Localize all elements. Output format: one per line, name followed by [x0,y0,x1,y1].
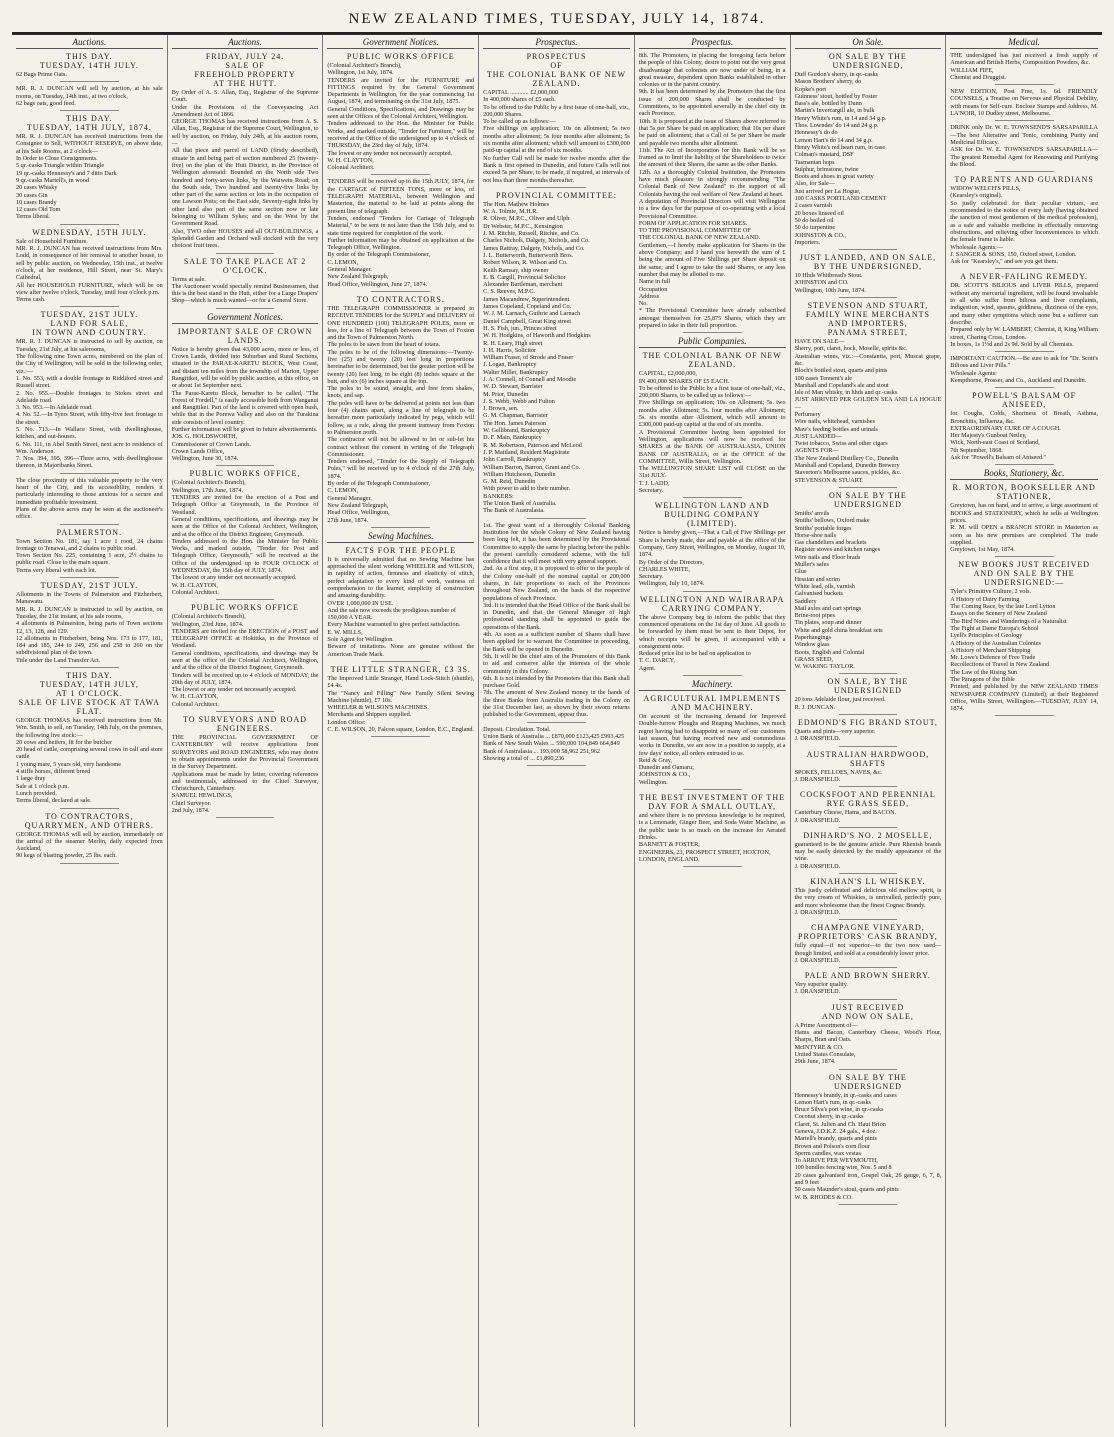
section-heading: Books, Stationery, &c. [950,468,1098,480]
advert-body: WIDOW WELCH'S PILLS, (Kearsley's original). So justly celebrated for their peculiar virtues, are recommended to the notice of every lady (having obtained the sanction of most gentlemen of the medical profession), as a safe and valuable medicine in effectually removing obstructions, and relieving other inconveniences to which the female frame is liable. Wholesale Agents:— J. SANGER & SONS, 150, Oxford street, London. Ask for "Kearsley's," and see you get them. [950,185,1098,266]
advert-divider [995,351,1054,352]
column-2 [168,35,324,1427]
advert-body: The Improved Little Stranger, Hand Lock-Stitch (shuttle), £4 4s. The "Nancy and Filling" New Family Silent Sewing Machine (shuttle), £7 10s. WHEELER & WILSON'S MACHINES. Merchants and Shippers supplied. London Office: C. E. WILSON, 20, Falcon square, London, E.C., England. [327,674,475,734]
advert-body: It is universally admitted that no Sewing Machine has approached the silent working WHEELER and WILSON, in rapidity of action, firmness and elasticity of stitch, perfect adaptation to every kind of work, vastness of comprehension to the learner, simplicity of construction and amazing durability. OVER 1,000,000 IN USE. And the sale now exceeds the prodigious number of 150,000 A YEAR. Every Machine warranted to give perfect satisfaction. E. W. MILLS, Sole Agent for Wellington. Beware of imitations. None are genuine without the American Trade Mark. [327,555,475,658]
advert-heading: JUST RECEIVED AND NOW ON SALE, [821,1002,914,1021]
advert-divider [839,487,898,488]
advert-heading: THE LITTLE STRANGER, £3 3S. [330,664,471,674]
advert-heading: TO SURVEYORS AND ROAD ENGINEERS. [183,715,308,734]
advert-divider [839,786,898,787]
advert-body: CAPITAL ............ £2,000,000 In 400,000 shares of £5 each. To be offered to the Public by a first issue of one-half, viz., 200,000 Shares. To be called up as follows:— Five shillings on application; 10s on allotment; 5s two months after allotment; 5s four months after allotment; 5s six months after allotment; which will amount to £300,000 paid-up capital at the end of six months. No further Call will be made for twelve months after the Bank is first opened in Dunedin, and future Calls will not exceed 5s per Share, to be made, if required, at intervals of not less than three months thereafter. [483,89,630,184]
advert-heading: PALMERSTON. [56,527,123,537]
advert-heading: JUST LANDED, AND ON SALE, BY THE UNDERSIGNED, [799,253,937,272]
advert-divider [60,524,119,525]
advert-divider [839,873,898,874]
advert-heading: ON SALE, BY THE UNDERSIGNED [827,677,909,696]
advert-body: 62 Bags Prime Oats. [16,71,67,78]
advert-divider [683,675,742,676]
advert-divider [60,577,119,578]
advert-heading: A NEVER-FAILING REMEDY. [960,272,1089,282]
advert-divider [216,308,275,309]
column-heading: Auctions. [172,37,319,49]
advert-divider [839,673,898,674]
section-heading: Machinery. [639,679,786,691]
advert-divider [683,591,742,592]
advert-divider [839,746,898,747]
advert-body: (Colonial Architect's Branch), Wellington, 1st July, 1874. TENDERS are invited for the FURNITURE and FITTINGS required by the General Government Departments in Wellington, for the year commencing 1st August, 1874, and terminating on the 31st July, 1875. General Conditions, Specifications, and Drawings may be seen at the Offices of the Colonial Architect, Wellington. Tenders addressed to the Hon. the Minister for Public Works, and marked outside, "Tender for Furniture," will be received at the Office of the undersigned up to 4 o'clock of THURSDAY, the 23rd day of July, 1874. The lowest or any tender not necessarily accepted. W. H. CLAYTON, Colonial Architect. [327,62,475,172]
advert-body: Very superior quality. J. DRANSFIELD. [794,981,848,996]
advert-heading: AUSTRALIAN HARDWOOD, SHAFTS [806,749,930,768]
advert-body: CAPITAL, £2,000,000, IN 400,000 SHARES OF £5 EACH. To be offered to the Public by a first issue of one-half, viz., 200,000 Shares, to be called up as follows:— Five Shillings on application; 10s. on Allotment; 5s. two months after Allotment; 5s. four months after Allotment; 5s. six months after Allotment, which will amount to £300,000 paid-up capital at the end of six months. A Provisional Committee having been appointed for Wellington, applications will now be received for SHARES at the BANK OF AUSTRALASIA, UNION BANK OF AUSTRALIA, or at the OFFICE of the COMMITTEE, Willis Street, Wellington. The WELLINGTON SHARE LIST will CLOSE on the 31st JULY. T. J. LADD, Secretary. [638,370,786,495]
advert-heading: PALE AND BROWN SHERRY. [804,971,931,981]
advert-heading: STEVENSON AND STUART, FAMILY WINE MERCHANTS AND IMPORTERS, PANAMA STREET, [805,301,930,338]
advert-divider [995,715,1054,716]
advert-divider [60,667,119,668]
advert-heading: WELLINGTON AND WAIRARAPA CARRYING COMPANY. [640,594,785,613]
advert-divider [527,765,586,766]
advert-divider [995,120,1054,121]
advert-heading: EDMOND'S FIG BRAND STOUT, [797,718,938,728]
advert-heading: ON SALE BY THE UNDERSIGNED [829,490,907,509]
advert-divider [683,332,742,333]
advert-divider [839,1069,898,1070]
advert-divider [371,736,430,737]
advert-heading: WELLINGTON LAND AND BUILDING COMPANY (LIMITED). [654,501,770,529]
advert-divider [683,497,742,498]
advert-divider [995,84,1054,85]
advert-divider [216,599,275,600]
advert-divider [216,711,275,712]
advert-body: The Hon. Mathew Holmes W. A. Tolmie, M.H.R. R. Oliver, M.P.C., Oliver and Ulph Dr Webster, M.P.C., Kensington J. M. Ritchie, Russell, Ritchie, and Co. Charles Nichols, Dalgety, Nichols, and Co. James Rattray, Dalgety, Nichols, and Co. J. L. Butterworth, Butterworth Bros. Robert Wilson, R. Wilson and Co. Keith Ramsay, ship owner E. B. Cargill, Provincial Solicitor Alexander Bartleman, merchant C. S. Reeves, M.P.C. James Macandrew, Superintendent James Copeland, Copeland and Co. W. J. M. Larnach, Guthrie and Larnach Daniel Campbell, Great King street H. S. Fish, jun., Princes street W. H. Hodgkins, of Haworth and Hodgkins R. H. Leary, High street J. H. Harris, Solicitor William Fraser, of Strode and Fraser J. Logan, Bankruptcy Walter Miller, Bankruptcy J. A. Connell, of Connell and Moodie W. D. Stewart, Barrister M. Prior, Dunedin J. S. Webb, Webb and Fulton J. Brown, sen. G. M. Chapman, Barrister The Hon. James Paterson W. Gellibrand, Bankruptcy D. F. Main, Bankruptcy R. M. Robertson, Paterson and McLeod J. P. Maitland, Resident Magistrate John Carroll, Bankruptcy William Barron, Barron, Grant and Co. William Hutcheson, Dunedin G. M. Reid, Dunedin With power to add to their number. BANKERS: The Union Bank of Australia. The Bank of Australasia. [483,200,591,515]
advert-body: THE TELEGRAPH COMMISSIONER is prepared to RECEIVE TENDERS for the SUPPLY and DELIVERY of ONE HUNDRED (100) TELEGRAPH POLES, more or less, for a line of Telegraph between the Town of Foxton and the Town of Palmerston North. The poles to be sawn from the heart of totara. The poles to be of the following dimensions:—Twenty-five (25) and twenty (20) feet long in proportions hereinafter to be determined, but the greater portion will be twenty (20) feet long, to be eight (8) inches square at the butt, and six (6) inches square at the top. The poles to be sound, straight, and free from shakes, knots, and sap. The poles will have to be delivered at points not less than four (4) chains apart, along a line of telegraph to be hereafter more particularly indicated by pegs, which will follow, as a rule, along the present tramway from Foxton to Palmerston north. The contractor will not be allowed to let or sub-let his contract without the consent in writing of the Telegraph Commissioner. Tenders endorsed, "Tender for the Supply of Telegraph Poles," will be received up to 4 o'clock of the 27th July, 1874. By order of the Telegraph Commissioner, C. LEMON, General Manager. New Zealand Telegraph, Head Office, Wellington, 27th June, 1874. [327,304,475,524]
advert-heading: KINAHAN'S LL WHISKEY. [810,877,926,887]
advert-body: THE undersigned has just received a fresh supply of American and British Herbs, Composition Powders, &c. WILLIAM FIFE, Chemist and Druggist. [950,52,1098,81]
advert-heading: PROVINCIAL COMMITTEE: [496,190,617,200]
column-heading: Medical. [950,37,1098,49]
advert-divider [683,866,742,867]
advert-heading: THIS DAY. TUESDAY, 14TH JULY. [39,52,139,70]
advert-heading: THIS DAY. TUESDAY, 14TH JULY, 1874. [26,114,152,133]
advert-heading: SALE TO TAKE PLACE AT 2 O'CLOCK. [183,256,307,275]
advert-divider [216,465,275,466]
advert-heading: POWELL'S BALSAM OF ANISEED, [972,391,1077,410]
advert-body: Town Section No. 181, say 1 acre 1 rood, 24 chains frontage to Tenawai, and 2 chains to public road. Town Section No. 225, containing 1 acre, 2½ chains to public road. Close to the main square. Terms very liberal with each lot. [16,537,163,574]
advert-body: GEORGE THOMAS will sell by auction, immediately on the arrival of the steamer Merlin, daily expected from Auckland, 90 kegs of blasting powder, 25 lbs. each. [16,830,163,860]
section-heading: Sewing Machines. [327,531,474,543]
section-heading: Public Companies. [639,336,786,348]
advert-body: for Coughs, Colds, Shortness of Breath, Asthma, Bronchitis, Influenza, &c. EXTRAORDINARY CURE OF A COUGH. Her Majesty's Gunboat Netley, Wick, North-east Coast of Scotland, 7th September, 1868. Ask for "Powell's Balsam of Aniseed." [950,410,1098,462]
advert-divider [839,714,898,715]
advert-body: fully equal—if not superior—to the two now used—though limited, and sold at a considerably lower price. J. DRANSFIELD. [794,942,942,964]
advert-body: DRINK only Dr. W. E. TOWNSEND'S SARSAPARILLA—The best Alterative and Tonic, combining Purity and Medicinal Efficacy. ASK for Dr. W. E. TOWNSEND'S SARSAPARILLA—The greatest Remedial Agent for Renovating and Purifying the Blood. [950,124,1098,168]
advert-heading: THE BEST INVESTMENT OF THE DAY FOR A SMALL OUTLAY, [639,793,785,812]
column-heading: Auctions. [16,37,163,49]
advert-divider [995,556,1054,557]
advert-body: This justly celebrated and delicious old mellow spirit, is the very cream of Whiskies, is unrivalled, perfectly pure, and more wholesome than the finest Cognac Brandy. J. DRANSFIELD. [794,887,942,916]
column-4 [479,35,635,1427]
advert-heading: COCKSFOOT AND PERENNIAL RYE GRASS SEED, [800,790,936,809]
advert-divider [60,863,119,864]
advert-body: Terms at sale. The Auctioneer would specially remind Businessmen, that this is the best stand in the Hutt, either for a Large Drapers' Shop—which is much wanted—or for a General Store. [171,275,319,305]
advert-heading: ON SALE BY THE UNDERSIGNED [829,1072,907,1091]
advert-body: IMPORTANT CAUTION.—Be sure to ask for "Dr. Scott's Bilious and Liver Pills." Wholesale Agents: Kempthorne, Prosser, and Co., Auckland and Dunedin. [950,355,1098,384]
advert-divider [839,1204,898,1205]
advert-body: Notice is hereby given,—That a Call of Five Shillings per Share is hereby made, due and payable at the office of the Company, Grey Street, Wellington, on Monday, August 10, 1874. By Order of the Directors, CHARLES WHITE, Secretary. Wellington, July 10, 1874. [638,529,786,588]
advert-body: Tyler's Primitive Culture, 2 vols. A History of Dairy Farming The Coming Race, by the late Lord Lytton Essays on the Scenery of New Zealand The Bird Notes and Wanderings of a Naturalist The Fight at Dame Europa's School Lyell's Principles of Geology A History of the Australian Colonies A History of Merchant Shipping Mr. Lowe's Defence of Free Trade Recollections of Travel in New Zealand The Law of the Rising Sun The Paragons of the Bible Printed, and published by the NEW ZEALAND TIMES NEWSPAPER COMPANY (Limited), at their Registered Office, Willis Street, Wellington.—TUESDAY, JULY 14, 1874. [950,588,1098,713]
advert-divider [371,291,430,292]
advert-heading: TUESDAY, 21ST JULY. LAND FOR SALE, IN TOWN AND COUNTRY. [32,310,147,338]
advert-divider [995,268,1054,269]
advert-divider [60,110,119,111]
column-1 [12,35,168,1427]
advert-heading: AGRICULTURAL IMPLEMENTS AND MACHINERY. [643,694,781,713]
advert-divider [839,297,898,298]
advert-heading: TO CONTRACTORS, QUARRYMEN, AND OTHERS. [24,811,154,830]
advert-body: SPOKES, FELLOES, NAVES, &c. J. DRANSFIELD. [794,768,883,783]
advert-body: THE PROVINCIAL GOVERNMENT OF CANTERBURY will receive applications from SURVEYORS and ROAD ENGINEERS, who may desire to obtain appointments under the Provincial Government in the Survey Department. Applications must be made by letter, covering references and testimonials, addressed to the Chief Surveyor, Christchurch, Canterbury. SAMUEL HEWLINGS, Chief Surveyor. 2nd July, 1874. [171,734,319,815]
column-heading: On Sale. [795,37,942,49]
column-5 [635,35,791,1427]
advert-divider [527,518,586,519]
advert-body: guaranteed to be the genuine article. Pure Rhenish brands may be easily detected by the muddy appearance of the wine. J. DRANSFIELD. [794,840,942,870]
advert-heading: PUBLIC WORKS OFFICE, [189,469,301,479]
section-heading: Government Notices. [172,312,319,324]
advert-heading: THIS DAY. TUESDAY, 14TH JULY, AT 1 O'CLOCK. SALE OF LIVE STOCK AT TAWA FLAT. [18,671,161,716]
advert-divider [60,473,119,474]
advert-body: Allotments in the Towns of Palmerston and Fitzherbert, Manawatu. MR. R. J. DUNCAN is instructed to sell by auction, on Tuesday, the 21st instant, at his sale rooms, 4 allotments in Palmerston, being parts of Town sections 12, 13, 128, and 129. 12 allotments in Fitzherbert, being Nos. 173 to 177, 181, 184 and 185, 244 to 249, 256 and 258 to 260 on the subdivisional plan of the town. Title under the Land Transfer Act. [16,591,163,664]
advert-body: Deposit. Circulation. Total. Union Bank of Australia ... £870,000 £123,425 £993,425 Bank of New South Wales ... 590,000 104,849 664,849 Bank of Australasia ... 193,000 58,962 251,962 Showing a total of ... £1,890,236 [483,725,625,762]
advert-body: By Order of A. S. Allan, Esq., Registrar of the Supreme Court. Under the Provisions of the Conveyancing Act Amendment Act of 1866. GEORGE THOMAS has received instructions from A. S. Allan, Esq., Registrar of the Supreme Court, Wellington, to sell by auction, on Friday, July 24th, at his auction room,— All that piece and parcel of LAND (firstly described), situate in and being part of section numbered 25 (twenty-five) on the plan of the Hutt District, in the Province of Wellington aforesaid: Bounded on the North side Two hundred and forty-seven links, by the Waiwetu Road; on the South side, Two hundred and twenty-five links by other part of the same section or lots in the occupation of one Lawson Potts; on the East side, Seventy-eight links by other land also part of the same section now or late belonging to William Sykes; and on the West by the Government Road. Also, TWO other HOUSES and all OUT-BUILDINGS, a Splendid Garden and Orchard well stocked with the very choicest fruit trees. [171,89,319,250]
advert-divider [60,81,119,82]
advert-body: and where there is no previous knowledge to be required, is a Lemonade, Ginger Beer, and Soda Water Machine, as the public taste is so much on the increase for Aerated Drinks. BARNETT & FOSTER, ENGINEERS, 23, PROSPECT STREET, HOXTON, LONDON, ENGLAND. [638,812,786,863]
advert-heading: PROSPECTUS OF THE COLONIAL BANK OF NEW ZEALAND. [486,52,627,88]
advert-body: Hennessy's brandy, in qr.-casks and cases Lemon Hart's rum, in qr.-casks Bruce Silva's port wine, in qr.-casks Coconut sherry, in qr.-casks Claret, St. Julien and Ch. Haut Brion Geneva, J.D.K.Z. 24 gals., 4 doz. Martell's brandy, quarts and pints Brown and Polson's corn flour Sperm candles, wax vestas To ARRIVE PER WEYMOUTH, 100 bundles fencing wire, Nos. 5 and 8 20 cases galvanised iron, Gospel Oak, 26 gauge, 6, 7, 8, and 9 feet 50 cases Maunder's stout, quarts and pints W. B. RHODES & CO. [794,1091,942,1201]
advert-divider [683,789,742,790]
advert-body: Notice is hereby given that 43,000 acres, more or less, of Crown Lands, divided into Suburban and Rural Sections, situated in the PARAE-KARETU BLOCK, West Coast, and distant ten miles from the township of Marton, Upper Rangitikei, will be sold by public auction, at this office, on or about 1st September next. The Parae-Karetu Block, hereafter to be called, "The Forest of Fordell," is easily accessible both from Wanganui and Rangitikei. Part of the land is covered with open bush, while that in the Porewa Valley and also on the Turakina side consists of level country. Further information will be given in future advertisements. JOS. G. HOLDSWORTH, Commissioner of Crown Lands. Crown Lands Office, Wellington, June 30, 1874. [171,345,319,463]
advert-heading: FRIDAY, JULY 24. SALE OF FREEHOLD PROPERTY AT THE HUTT. [194,52,296,88]
column-6 [791,35,947,1427]
column-heading: Government Notices. [327,37,474,49]
advert-body: Smiths' anvils Smiths' bellows, Oxford make Smiths' portable forges Horse-shoe nails Gas chandeliers and brackets Register stoves and kitchen ranges Wire nails and Floor brads Muller's safes Glue Hessian and scrim White lead, oils, varnish Galvanised buckets Saddlery Mail axles and cart springs Brine-root pipes Tin plates, soup and dinner White and gold china breakfast sets Paperhangings Window glass Boots, English and Colonial GRASS SEED, W. WAKING TAYLOR. [794,509,883,671]
advert-body: HAVE ON SALE— Sherry, port, claret, hock, Moselle, spirits &c. Australian wines, viz.:—Constantia, port, Muscat grape, &c. Bloch's bottled stout, quarts and pints 100 cases Tennent's ale Marshall and Copeland's ale and stout Isle of Man whisky, in hhds and qr.-casks JUST ARRIVED PER GOLDEN SEA AND LA HOGUE— Perfumery Wire nails, whitehead, varnishes Maw's feeding bottles and urinals JUST LANDED— Twist tobacco, Swiss and other cigars AGENTS FOR— The New Zealand Distillery Co., Dunedin Marshall and Copeland, Dunedin Brewery Staverton's Melbourne sauces, pickles, &c. STEVENSON & STUART. [794,338,942,484]
advert-heading: TO PARENTS AND GUARDIANS [954,175,1094,185]
column-7 [946,35,1102,1427]
advert-divider [839,967,898,968]
advert-divider [995,387,1054,388]
advert-divider [371,174,430,175]
advert-divider [995,171,1054,172]
advert-body: Sale of Household Furniture. MR. R. J. DUNCAN has received instructions from Mrs. Lodd, in consequence of her removal to another house, to sell by public auction, on Wednesday, 15th inst., at twelve o'clock, at her residence, Hill Street, near St. Mary's Cathedral, All her HOUSEHOLD FURNITURE, which will be on view after twelve o'clock, Tuesday, until four o'clock p.m. Terms cash. [16,237,163,304]
advert-body: MR. R. J. DUNCAN has received instructions from the Consignee to Sell, WITHOUT RESERVE, on above date, at his Sale Rooms, at 2 o'clock— In Order to Close Consignments. 5 qr.-casks Triangle within Triangle 19 qr.-casks Hennessy's and 7 ditto Dark 9 qr.-casks Martell's, in wood 20 cases Whisky 30 cases Gin 10 cases Brandy 12 cases Old Tom Terms liberal. [16,133,163,221]
advert-body: NEW EDITION, Post Free, 1s. 6d. FRIENDLY COUNSELS, a Treatise on Nervous and Physical Debility, with means for Self-cure. Enclose Stamps and Address, M. LA'NOIR, 10 Dudley street, Melbourne. [950,88,1098,118]
advert-heading: ON SALE BY THE UNDERSIGNED, [829,52,907,70]
advert-body: TENDERS will be received up to the 15th JULY, 1874, for the CARTAGE of FIFTEEN TONS, more or less, of TELEGRAPH MATERIAL, between Wellington and Masterton, the material to be laid at points along the present line of telegraph. Tenders, endorsed "Tenders for Cartage of Telegraph Material," to be sent in not later than the 15th July, and to state time required for completion of the work. Further information may be obtained on application at the Telegraph Office, Wellington. By order of the Telegraph Commissioner, C. LEMON, General Manager. New Zealand Telegraph, Head Office, Wellington, June 27, 1874. [327,178,475,288]
advert-divider [995,464,1054,465]
advert-body: 20 tons Adelaide flour, just received. R. J. DUNCAN. [794,696,886,711]
advert-body: (Colonial Architect's Branch), Wellington, 23rd June, 1874. TENDERS are invited for the ERECTION of a POST and TELEGRAPH OFFICE at Hokitika, in the Province of Westland. General conditions, specifications, and drawings may be seen at the office of the Colonial Architect, Wellington, and at the office of the District Engineer, Greymouth. Tenders will be received up to 4 o'clock of MONDAY, the 20th day of JULY, 1874. The lowest or any tender not necessarily accepted. W. H. CLAYTON, Colonial Architect. [171,613,319,708]
advert-divider [839,249,898,250]
advert-body: MR. R. J. DUNCAN will sell by auction, at his sale rooms, on Tuesday, 14th inst., at two o'clock, 62 bags oats, good feed. [16,85,163,107]
advert-body: 1st. The great want of a thoroughly Colonial Banking Institution for the whole Colony of New Zealand having been long felt, it has been determined by the Provisional Committee to supply the same by placing before the public the present carefully considered scheme, with the full confidence that it will meet with very general support. 2nd. As a first step, it is proposed to offer to the people of the Colony one-half of the nominal capital or 200,000 shares, in fair proportions to each of the Provinces throughout New Zealand, on the basis of the respective populations of each Province. 3rd. It is intended that the Head Office of the Bank shall be in Dunedin, and that the General Manager of high professional standing shall be appointed to guide the operations of the Bank. 4th. As soon as a sufficient number of Shares shall have been applied for to warrant the Committee in proceeding, the Bank will be opened in Dunedin. 5th. It will be the chief aim of the Promoters of this Bank to aid and conserve alike the interests of the whole community in this Colony. 6th. It is not intended by the Promoters that this Bank shall purchase Gold. 7th. The amount of New Zealand money in the hands of the three Banks from Australia trading in the Colony on the 31st December last, as shown by their sworn returns published to the Government, appear thus. [483,521,630,719]
advert-heading: CHAMPAGNE VINEYARD, PROPRIETORS' CASK BRANDY, [798,923,938,942]
advert-divider [527,722,586,723]
advert-heading: IMPORTANT SALE OF CROWN LANDS. [177,326,313,345]
columns-grid [12,34,1102,1427]
advert-divider [527,187,586,188]
advert-heading: TUESDAY, 21ST JULY. [40,581,139,591]
column-3 [323,35,479,1427]
advert-divider [216,253,275,254]
advert-body: On account of the increasing demand for Improved Double-furrow Ploughs and Reaping Machines, we much regret having had to disappoint so many of our customers last season, but having received new and commodious works in Dunedin, we are now in a position to supply, at a few days' notice, all orders entrusted to us. Reid & Gray, Dunedin and Oamaru; JOHNSTON & CO., Wellington. [638,713,786,786]
advert-divider [60,808,119,809]
advert-heading: PUBLIC WORKS OFFICE [346,52,455,61]
advert-divider [839,827,898,828]
advert-body: Duff Gordon's sherry, in qr.-casks Mason Brothers' sherry, do Kopke's port Guinness' stout, bottled by Foster Bass's ale, bottled by Dunn Martin's Invercargill ale, in bulk Henry White's rum, in 14 and 34 g.p. Thos. Lowndes' do 14 and 24 g.p. Hennessy's do do Lemon Hart's do 14 and 34 g.p. Henry White's red heart rum, in case Colman's mustard, DSF Tasmanian hops Sulphur, brimstone, twine Boots and shoes in great variety Also, for Sale— Just arrived per La Hogue, 100 CASKS PORTLAND CEMENT 2 cases varnish 20 boxes linseed oil 50 do boiled oil 50 do turpentine JOHNSTON & CO., Importers. [794,71,887,246]
advert-divider [371,527,430,528]
advert-divider [216,817,275,818]
advert-heading: PUBLIC WORKS OFFICE [191,603,299,613]
advert-heading: DINHARD'S NO. 2 MOSELLE, [803,830,933,840]
advert-body: (Colonial Architect's Branch), Wellington, 17th June, 1874. TENDERS are invited for the erection of a Post and Telegraph Office at Greymouth, in the Province of Westland. General conditions, specifications, and drawings may be seen at the Office of the Colonial Architect, Wellington, and at the office of the District Engineer, Greymouth. Tenders addressed to the Hon. the Minister for Public Works, and marked outside, "Tender for Post and Telegraph Office, Greymouth," will be received at the Office of the undersigned up to FOUR O'CLOCK of WEDNESDAY, the 15th day of JULY, 1874. The lowest or any tender not necessarily accepted. W. H. CLAYTON, Colonial Architect. [171,479,319,596]
advert-heading: WEDNESDAY, 15TH JULY. [32,227,147,237]
advert-body: 8th. The Promoters, in placing the foregoing facts before the people of this Colony, desire to point out the very great disadvantage that colonists are now under of being, in a great measure, dependent upon Banks established in other colonies or in the parent country. 9th. It has been determined by the Promoters that the first issue of 200,000 Shares shall be conducted by Committees, to be appointed severally in the chief city in each Province. 10th. It is proposed at the issue of Shares above referred to that 5s per Share be paid on application; that 10s per share be paid on allotment; that a Call of 5s per Share be made and payable two months after allotment. 11th. The Act of Incorporation for this Bank will be so framed as to limit the liability of the Shareholders to twice the amount of their Shares, the same as the other Banks. 12th. As a thoroughly Colonial Institution, the Promoters have much pleasure in strongly recommending "The Colonial Bank of New Zealand" to the support of all Colonists having the real welfare of New Zealand at heart. A deputation of Provincial Directors will visit Wellington to a few days for the purpose of co-operating with a local Provisional Committee. FORM OF APPLICATION FOR SHARES. TO THE PROVISIONAL COMMITTEE OF THE COLONIAL BANK OF NEW ZEALAND. Gentlemen,—I hereby make application for Shares in the above Company; and I hand you herewith the sum of £ being the amount of Five Shillings per Share deposit on the same; and I agree to take the said Shares, or any less number that may be allotted to me. Name in full Occupation Address No. * The Provisional Committee have already subscribed amongst themselves for 25,875 Shares, which they are prepared to take in their full proportion. [638,52,786,329]
masthead-title: NEW ZEALAND TIMES, TUESDAY, JULY 14, 1874. [348,11,766,27]
advert-heading: FACTS FOR THE PEOPLE [345,545,457,555]
advert-body: GEORGE THOMAS has received instructions from Mr. Wm. Smith, to sell, on Tuesday, 14th July, on the premises, the following live stock:— 20 cows and heifers, fit for the butcher 20 head of cattle, comprising several cows in calf and store cattle 1 young mare, 5 years old, very handsome 4 stiffe horses, different breed 1 large dray Sale at 1 o'clock p.m. Lunch provided. Terms liberal, declared at sale. [16,717,163,805]
advert-heading: R. MORTON, BOOKSELLER AND STATIONER, [952,483,1096,502]
advert-body: Quarts and pints—very superior. J. DRANSFIELD. [794,728,876,743]
advert-body: MR. R. J. DUNCAN is instructed to sell by auction, on Tuesday, 21st July, at his salerooms, The following nine Town acres, numbered on the plan of the City of Wellington, will be sold in the following order, viz.:— 1. No. 553, with a double frontage to Riddiford street and Russell street. 2. No. 955.—Double frontages to Stokes street and Adelaide road. 3. No. 953.—In Adelaide road. 4. No. 52.—In Tyers Street, with fifty-five feet frontage to the street. 5. No. 713.—In Wallace Street, with dwellinghouse, kitchen, and out-houses. 6. No. 111, in Abel Smith Street, next acre to residence of Wm. Anderson. 7. Nos. 394, 395, 396—Three acres, with dwellinghouse thereon, in Majoribanks Street. [16,338,163,470]
advert-body: A Prime Assortment of— Hams and Bacon, Canterbury Cheese, Wood's Flour, Sharps, Bran and Oats. McINTYRE & CO. United States Consulate, 29th June, 1874. [794,1021,942,1066]
column-heading: Prospectus. [483,37,630,49]
advert-heading: TO CONTRACTORS. [356,294,445,304]
advert-heading: THE COLONIAL BANK OF NEW ZEALAND. [642,351,782,370]
advert-body: Greytown, has on hand, and to arrive, a large assortment of BOOKS and STATIONERY, which he sells at Wellington prices. R. M. will OPEN a BRANCH STORE in Masterton as soon as his new premises are completed. The trade supplied. Greytown, 1st May, 1874. [950,502,1098,554]
advert-divider [839,999,898,1000]
advert-body: 10 Hhds Whitbread's Stout. JOHNSTON and CO. Wellington, 10th June, 1874. [794,272,866,294]
advert-divider [60,224,119,225]
column-heading: Prospectus. [639,37,786,49]
advert-heading: NEW BOOKS JUST RECEIVED AND ON SALE BY THE UNDERSIGNED:— [958,560,1091,588]
advert-body: The above Company beg to inform the public that they commenced operations on the 1st day of June. All goods to be forwarded by them must be sent to their Depot, for which receipts will be given, if accompanied with a consignment note. Reduced price list to be had on application to T. C. DARCY, Agent. [638,613,786,672]
advert-divider [371,661,430,662]
advert-body: Canterbury Cheese, Hams, and BACON. J. DRANSFIELD. [794,809,897,824]
advert-divider [839,919,898,920]
advert-divider [60,306,119,307]
advert-body: DR. SCOTT'S BILIOUS and LIVER PILLS, prepared without any mercurial ingredient, will be found invaluable to all who suffer from bilious and liver complaints, indigestion, wind, spasms, giddiness, dizziness of the eyes, and many other symptoms which none but a sufferer can describe. Prepared only by W. LAMBERT, Chemist, 8, King William street, Charing Cross, London. In boxes, 1s 1½d and 2s 9d. Sold by all Chemists. [950,282,1098,348]
advert-body: The close proximity of this valuable property to the very heart of the City, and its accessibility, renders it particularly interesting to those anxious for a secure and immediate profitable investment. Plans of the above acres may be seen at the auctioneer's office. [16,476,163,521]
